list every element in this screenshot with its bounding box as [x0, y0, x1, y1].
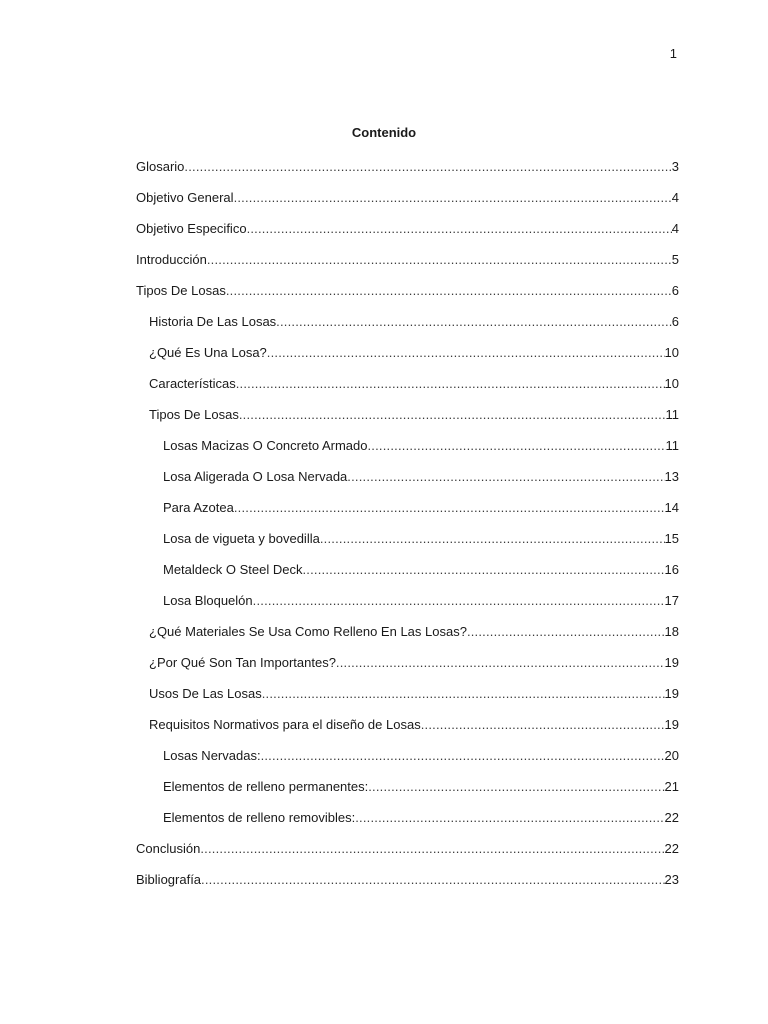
- toc-dot-leader: [239, 406, 666, 424]
- toc-entry-label: Características: [149, 376, 236, 391]
- toc-dot-leader: [267, 344, 665, 362]
- toc-entry[interactable]: [136, 437, 679, 468]
- toc-entry-label: Metaldeck O Steel Deck: [163, 562, 303, 577]
- toc-entry-page: 20: [664, 748, 679, 763]
- toc-entry-label: Objetivo Especifico: [136, 221, 247, 236]
- toc-entry-page: 13: [664, 469, 679, 484]
- toc-dot-leader: [236, 375, 665, 393]
- toc-entry-page: 3: [671, 159, 679, 174]
- toc-entry[interactable]: [136, 158, 679, 189]
- toc-entry-label: Losas Nervadas:: [163, 748, 261, 763]
- toc-entry[interactable]: [136, 375, 679, 406]
- toc-entry[interactable]: [136, 623, 679, 654]
- toc-entry-page: 22: [664, 841, 679, 856]
- toc-dot-leader: [276, 313, 672, 331]
- toc-dot-leader: [226, 282, 672, 300]
- toc-entry-page: 10: [664, 376, 679, 391]
- toc-entry-page: 23: [664, 872, 679, 887]
- toc-entry[interactable]: [136, 654, 679, 685]
- toc-entry[interactable]: [136, 871, 679, 902]
- toc-entry[interactable]: [136, 189, 679, 220]
- toc-entry[interactable]: [136, 468, 679, 499]
- toc-dot-leader: [336, 654, 665, 672]
- table-of-contents: [136, 158, 679, 902]
- toc-entry[interactable]: [136, 840, 679, 871]
- toc-dot-leader: [207, 251, 672, 269]
- toc-entry-label: Losa Bloquelón: [163, 593, 253, 608]
- toc-dot-leader: [347, 468, 664, 486]
- toc-entry-page: 10: [664, 345, 679, 360]
- toc-entry[interactable]: [136, 530, 679, 561]
- toc-entry-label: Historia De Las Losas: [149, 314, 277, 329]
- toc-entry[interactable]: [136, 809, 679, 840]
- toc-entry[interactable]: [136, 685, 679, 716]
- toc-entry-page: 6: [671, 283, 679, 298]
- toc-entry-page: 11: [665, 438, 679, 453]
- toc-entry-page: 17: [664, 593, 679, 608]
- toc-dot-leader: [261, 747, 665, 765]
- toc-entry-page: 4: [671, 190, 679, 205]
- toc-dot-leader: [253, 592, 665, 610]
- toc-entry[interactable]: [136, 561, 679, 592]
- toc-dot-leader: [247, 220, 672, 238]
- toc-entry[interactable]: [136, 344, 679, 375]
- toc-entry-label: Para Azotea: [163, 500, 234, 515]
- toc-dot-leader: [368, 778, 664, 796]
- toc-entry-page: 18: [664, 624, 679, 639]
- toc-entry[interactable]: [136, 778, 679, 809]
- toc-entry-label: Conclusión: [136, 841, 201, 856]
- toc-entry-label: ¿Qué Materiales Se Usa Como Relleno En Las Losas?: [149, 624, 467, 639]
- toc-entry-page: 19: [664, 686, 679, 701]
- toc-entry-label: Elementos de relleno removibles:: [163, 810, 356, 825]
- toc-entry[interactable]: [136, 716, 679, 747]
- toc-entry-label: Losa de vigueta y bovedilla: [163, 531, 320, 546]
- toc-entry[interactable]: [136, 313, 679, 344]
- toc-entry[interactable]: [136, 406, 679, 437]
- toc-entry[interactable]: [136, 251, 679, 282]
- toc-dot-leader: [234, 189, 672, 207]
- toc-dot-leader: [201, 871, 664, 889]
- toc-entry-label: Usos De Las Losas: [149, 686, 262, 701]
- toc-entry-label: Glosario: [136, 159, 185, 174]
- toc-entry-page: 15: [664, 531, 679, 546]
- toc-entry-label: Introducción: [136, 252, 207, 267]
- toc-dot-leader: [302, 561, 664, 579]
- toc-entry[interactable]: [136, 747, 679, 778]
- toc-entry-label: ¿Por Qué Son Tan Importantes?: [149, 655, 336, 670]
- toc-dot-leader: [200, 840, 664, 858]
- toc-entry-label: ¿Qué Es Una Losa?: [149, 345, 267, 360]
- toc-dot-leader: [367, 437, 665, 455]
- toc-entry[interactable]: [136, 592, 679, 623]
- toc-entry-page: 16: [664, 562, 679, 577]
- toc-entry-label: Bibliografía: [136, 872, 202, 887]
- toc-entry-page: 11: [665, 407, 679, 422]
- toc-entry[interactable]: [136, 499, 679, 530]
- toc-entry-label: Losas Macizas O Concreto Armado: [163, 438, 368, 453]
- toc-entry-page: 22: [664, 810, 679, 825]
- toc-entry-label: Objetivo General: [136, 190, 234, 205]
- toc-entry-page: 21: [664, 779, 679, 794]
- toc-entry-page: 14: [664, 500, 679, 515]
- toc-entry-page: 19: [664, 655, 679, 670]
- page-number: 1: [669, 46, 677, 61]
- toc-dot-leader: [320, 530, 665, 548]
- toc-dot-leader: [234, 499, 665, 517]
- toc-entry-label: Tipos De Losas: [136, 283, 226, 298]
- toc-entry-label: Elementos de relleno permanentes:: [163, 779, 369, 794]
- toc-entry[interactable]: [136, 282, 679, 313]
- toc-entry-label: Losa Aligerada O Losa Nervada: [163, 469, 348, 484]
- toc-dot-leader: [467, 623, 665, 641]
- toc-entry-page: 19: [664, 717, 679, 732]
- toc-title: Contenido: [351, 125, 417, 140]
- toc-entry[interactable]: [136, 220, 679, 251]
- toc-dot-leader: [355, 809, 664, 827]
- toc-entry-page: 6: [671, 314, 679, 329]
- toc-entry-page: 4: [671, 221, 679, 236]
- toc-entry-label: Tipos De Losas: [149, 407, 239, 422]
- toc-dot-leader: [421, 716, 665, 734]
- toc-entry-page: 5: [671, 252, 679, 267]
- toc-entry-label: Requisitos Normativos para el diseño de Losas: [149, 717, 421, 732]
- toc-dot-leader: [262, 685, 665, 703]
- toc-dot-leader: [184, 158, 671, 176]
